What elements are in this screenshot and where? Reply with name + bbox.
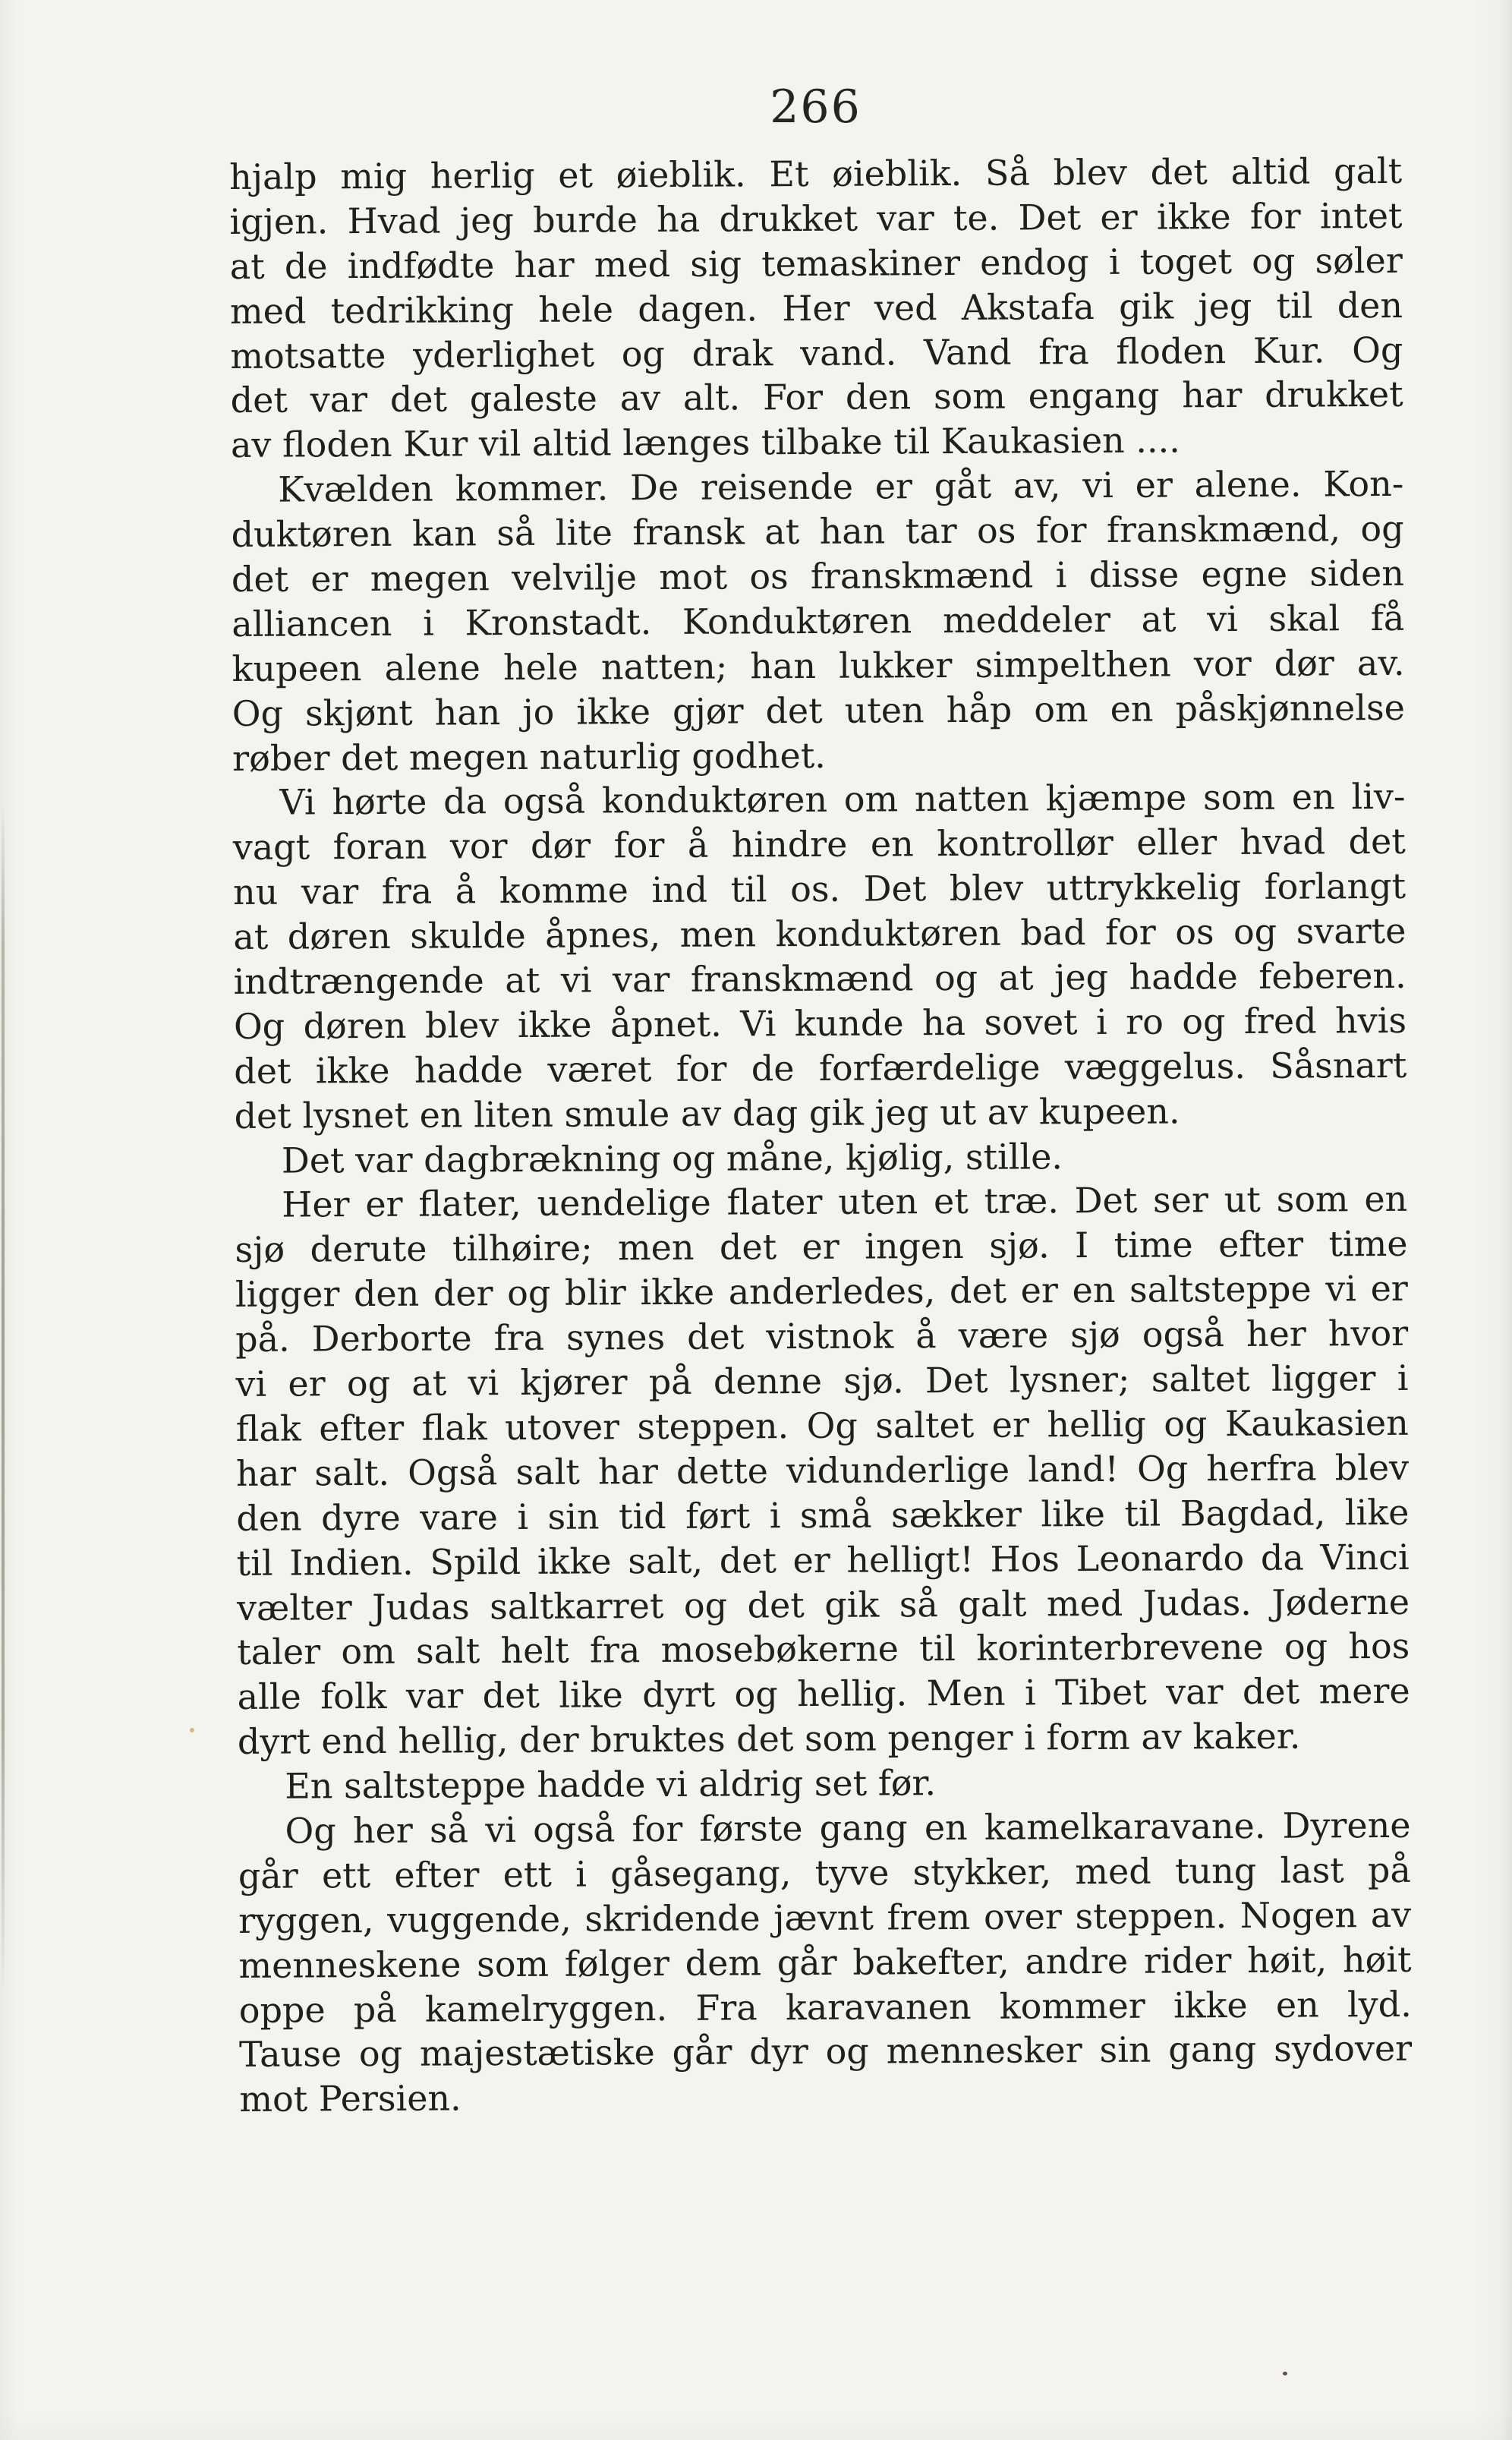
paper-speck xyxy=(1283,2372,1287,2375)
text-line: det ikke hadde været for de forfærdelige væggelus. Såsnart xyxy=(234,1044,1407,1092)
text-line: på. Derborte fra synes det vistnok å være sjø også her hvor xyxy=(235,1313,1409,1360)
text-line: til Indien. Spild ikke salt, det er helligt! Hos Leonardo da Vinci xyxy=(236,1536,1410,1584)
scan-left-edge-artifact xyxy=(2,803,5,1992)
text-line: det er megen velvilje mot os franskmænd i disse egne siden xyxy=(231,552,1405,601)
text-line: av floden Kur vil altid længes tilbake til Kaukasien .... xyxy=(230,419,1180,466)
text-line: duktøren kan så lite fransk at han tar os for franskmænd, og xyxy=(231,508,1404,556)
text-line: kupeen alene hele natten; han lukker simpelthen vor dør av. xyxy=(232,642,1405,689)
text-line: vagt foran vor dør for å hindre en kontrollør eller hvad det xyxy=(232,821,1406,869)
page-text-block xyxy=(229,149,1413,2122)
text-line: igjen. Hvad jeg burde ha drukket var te. Det er ikke for intet xyxy=(229,194,1403,242)
text-line: med tedrikking hele dagen. Her ved Akstafa gik jeg til den xyxy=(229,284,1403,332)
text-line: motsatte yderlighet og drak vand. Vand fra floden Kur. Og xyxy=(230,329,1403,377)
text-line: mot Persien. xyxy=(239,2077,461,2120)
text-line: vi er og at vi kjører på denne sjø. Det lysner; saltet ligger i xyxy=(235,1357,1409,1405)
text-line: Kvælden kommer. De reisende er gåt av, vi er alene. Kon- xyxy=(278,463,1404,510)
text-line: nu var fra å komme ind til os. Det blev uttrykkelig forlangt xyxy=(232,865,1406,913)
text-line: sjø derute tilhøire; men det er ingen sjø. I time efter time xyxy=(235,1223,1408,1271)
text-line: Her er flater, uendelige flater uten et træ. Det ser ut som en xyxy=(282,1178,1408,1226)
text-line: Tause og majestætiske går dyr og mennesker sin gang sydover xyxy=(238,2028,1413,2076)
text-line: hjalp mig herlig et øieblik. Et øieblik. Så blev det altid galt xyxy=(229,150,1403,197)
text-line: at de indfødte har med sig temaskiner endog i toget og søler xyxy=(229,239,1403,287)
text-line: taler om salt helt fra mosebøkerne til korinterbrevene og hos xyxy=(237,1625,1410,1673)
paper-speck xyxy=(190,1728,194,1732)
text-line: flak efter flak utover steppen. Og saltet er hellig og Kaukasien xyxy=(235,1401,1409,1449)
text-line: Og skjønt han jo ikke gjør det uten håp om en påskjønnelse xyxy=(232,686,1405,734)
text-line: oppe på kamelryggen. Fra karavanen kommer ikke en lyd. xyxy=(238,1983,1412,2031)
text-line: ryggen, vuggende, skridende jævnt frem over steppen. Nogen av xyxy=(238,1893,1412,1941)
text-line: Vi hørte da også konduktøren om natten kjæmpe som en liv- xyxy=(279,776,1406,824)
text-line: alliancen i Kronstadt. Konduktøren meddeler at vi skal få xyxy=(232,597,1405,645)
page-number: 266 xyxy=(770,80,862,134)
text-line: det var det galeste av alt. For den som engang har drukket xyxy=(230,374,1403,421)
text-line: indtrængende at vi var franskmænd og at jeg hadde feberen. xyxy=(233,954,1406,1003)
text-line: den dyre vare i sin tid ført i små sækker like til Bagdad, like xyxy=(236,1491,1410,1539)
text-line: Og her så vi også for første gang en kamelkaravane. Dyrene xyxy=(285,1804,1411,1852)
text-line: røber det megen naturlig godhet. xyxy=(232,734,826,779)
text-line: dyrt end hellig, der bruktes det som penger i form av kaker. xyxy=(237,1715,1301,1763)
text-line: at døren skulde åpnes, men konduktøren bad for os og svarte xyxy=(233,910,1406,958)
text-line: Det var dagbrækning og måne, kjølig, stille. xyxy=(281,1135,1063,1181)
text-line: alle folk var det like dyrt og hellig. Men i Tibet var det mere xyxy=(237,1670,1410,1718)
text-line: går ett efter ett i gåsegang, tyve stykker, med tung last på xyxy=(238,1849,1411,1896)
text-line: Og døren blev ikke åpnet. Vi kunde ha sovet i ro og fred hvis xyxy=(233,999,1407,1047)
text-line: ligger den der og blir ikke anderledes, det er en saltsteppe vi er xyxy=(235,1268,1408,1316)
text-line: det lysnet en liten smule av dag gik jeg ut av kupeen. xyxy=(234,1090,1180,1136)
text-line: vælter Judas saltkarret og det gik så galt med Judas. Jøderne xyxy=(236,1581,1410,1628)
text-line: En saltsteppe hadde vi aldrig set før. xyxy=(285,1762,937,1807)
text-line: har salt. Også salt har dette vidunderlige land! Og herfra blev xyxy=(235,1446,1410,1494)
text-line: menneskene som følger dem går bakefter, andre rider høit, høit xyxy=(238,1938,1412,1986)
